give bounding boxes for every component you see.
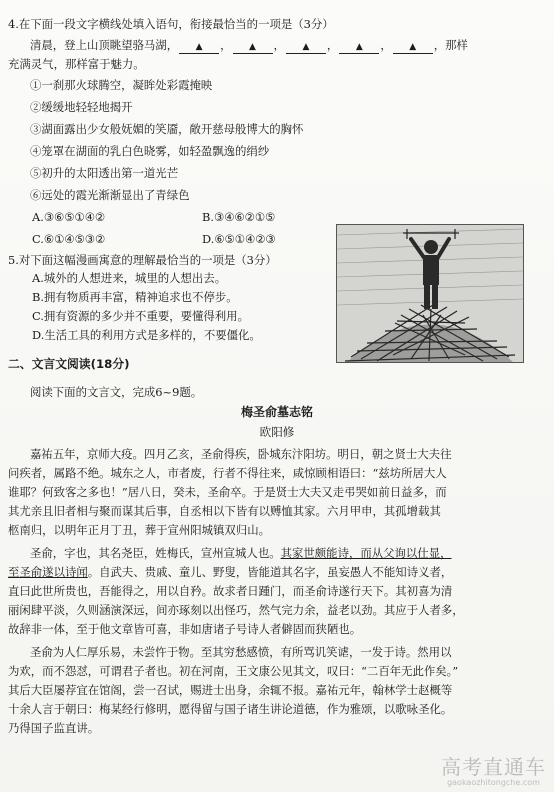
q5-choice-a[interactable]: A.城外的人想进来，城里的人想出去。: [32, 271, 227, 285]
q4-passage-start: 清晨，登上山顶眺望骆马湖，: [30, 38, 179, 52]
q4-choice-b[interactable]: B.③④⑥②①⑤: [202, 210, 276, 224]
p3-line-3: 其后大臣屡荐宜在馆阁，尝一召试，赐进士出身，余辄不报。嘉祐元年，翰林学士赵概等: [8, 683, 453, 697]
site-watermark: [441, 756, 546, 787]
p2-underlined-2: 至圣俞遂以诗闻: [8, 565, 88, 579]
q4-blank-4: ▲: [339, 41, 379, 54]
p3-line-2: 为欢，而不怨怼，可谓君子者也。初在河南，王文康公见其文，叹曰：“二百年无此作矣。”: [8, 664, 459, 678]
p2-line-1: [30, 545, 451, 561]
q4-item-3: ③湖面露出少女般妩媚的笑靥，敞开慈母般博大的胸怀: [30, 122, 304, 136]
q4-item-1: ①一刹那火球腾空，凝眸处彩霞掩映: [30, 78, 213, 92]
q4-item-2: ②缓缓地轻轻地揭开: [30, 100, 133, 114]
p3-line-5: 乃得国子监直讲。: [8, 721, 100, 735]
q4-choice-d[interactable]: D.⑥⑤①④②③: [202, 232, 276, 246]
q4-passage-end: ，那样: [433, 38, 468, 52]
p1-line-2: 问疾者，属路不绝。城东之人，市者废，行者不得往来，咸惊顾相语曰：“兹坊所居大人: [8, 466, 447, 480]
cartoon-illustration: [336, 224, 524, 363]
p1-line-4: 其尤亲且旧者相与聚而谋其后事，自丞相以下皆有以赙恤其家。六月甲申，其孤增载其: [8, 504, 441, 518]
p2-line-4: 丽闲肆平淡，久则涵演深远，间亦琢刻以出怪巧，然气完力余，益老以劲。其应于人者多，: [8, 603, 464, 617]
q4-choice-c[interactable]: C.⑥①④⑤③②: [32, 232, 106, 246]
q4-choices-row1: [32, 209, 276, 225]
q4-blank-1: ▲: [179, 41, 219, 54]
q4-choice-a[interactable]: A.③⑥⑤①④②: [32, 210, 106, 224]
q4-passage-line2: 充满灵气，那样富于魅力。: [8, 57, 145, 71]
q5-choice-b[interactable]: B.拥有物质再丰富，精神追求也不停步。: [32, 290, 238, 304]
watermark-url: gaokaozhitongche.com: [447, 778, 540, 787]
q4-blank-3: ▲: [286, 41, 326, 54]
q4-stem: 4.在下面一段文字横线处填入语句，衔接最恰当的一项是（3分）: [8, 17, 334, 31]
p2-line-3: 直曰此世所贵也，吾能得之，用以自矜。故求者日踵门，而圣俞诗遂行天下。其初喜为清: [8, 584, 453, 598]
section2-instruction: 阅读下面的文言文，完成6~9题。: [30, 385, 203, 399]
p2-line-2-b: 。自武夫、贵戚、童儿、野叟，皆能道其名字，虽妄愚人不能知诗义者，: [87, 565, 453, 579]
q4-blank-2: ▲: [233, 41, 273, 54]
q4-choices-row2: [32, 231, 276, 247]
q4-item-6: ⑥远处的霞光渐渐显出了青绿色: [30, 188, 190, 202]
q4-passage: 清晨，登上山顶眺望骆马湖， ▲ ， ▲ ， ▲ ， ▲ ， ▲ ，那样: [30, 38, 468, 52]
q5-choice-d[interactable]: D.生活工具的利用方式是多样的，不要僵化。: [32, 328, 261, 342]
p1-line-5: 柩南归，以明年正月丁丑，葬于宣州阳城镇双归山。: [8, 523, 270, 537]
watermark-logo-text: 高考直通车: [441, 755, 546, 779]
cartoon-drawing: [337, 225, 523, 362]
section2-heading: 二、文言文阅读(18分): [8, 357, 130, 371]
q4-blank-5: ▲: [393, 41, 433, 54]
q4-item-4: ④笼罩在湖面的乳白色晓雾，如轻盈飘逸的绢纱: [30, 144, 270, 158]
p2-line-5: 故辞非一体，至于他文章皆可喜，非如唐诸子号诗人者僻固而狭陋也。: [8, 622, 362, 636]
q5-stem: 5.对下面这幅漫画寓意的理解最恰当的一项是（3分）: [8, 253, 277, 267]
p3-line-4: 十余人言于朝曰：梅某经行修明，愿得留与国子诸生讲论道德，作为雅颂，以歌咏圣化。: [8, 702, 453, 716]
passage-title: 梅圣俞墓志铭: [240, 405, 313, 419]
p2-line-2: [8, 564, 452, 580]
p3-line-1: 圣俞为人仁厚乐易，未尝忤于物。至其穷愁感愤，有所骂讥笑谑，一发于诗。然用以: [30, 645, 452, 659]
passage-author: 欧阳修: [259, 425, 295, 439]
p1-line-3: 谁耶？何致客之多也！”居八日，癸未，圣俞卒。于是贤士大夫又走弔哭如前日益多，而: [8, 485, 447, 499]
p2-underlined-1: 其家世颇能诗，而从父询以仕显，: [280, 546, 452, 560]
p2-line-1-a: 圣俞，字也，其名尧臣，姓梅氏，宣州宣城人也。: [30, 546, 281, 560]
q5-choice-c[interactable]: C.拥有资源的多少并不重要，要懂得利用。: [32, 309, 249, 323]
p1-line-1: 嘉祐五年，京师大疫。四月乙亥，圣俞得疾，卧城东汴阳坊。明日，朝之贤士大夫往: [30, 447, 452, 461]
q4-item-5: ⑤初升的太阳透出第一道光芒: [30, 166, 179, 180]
